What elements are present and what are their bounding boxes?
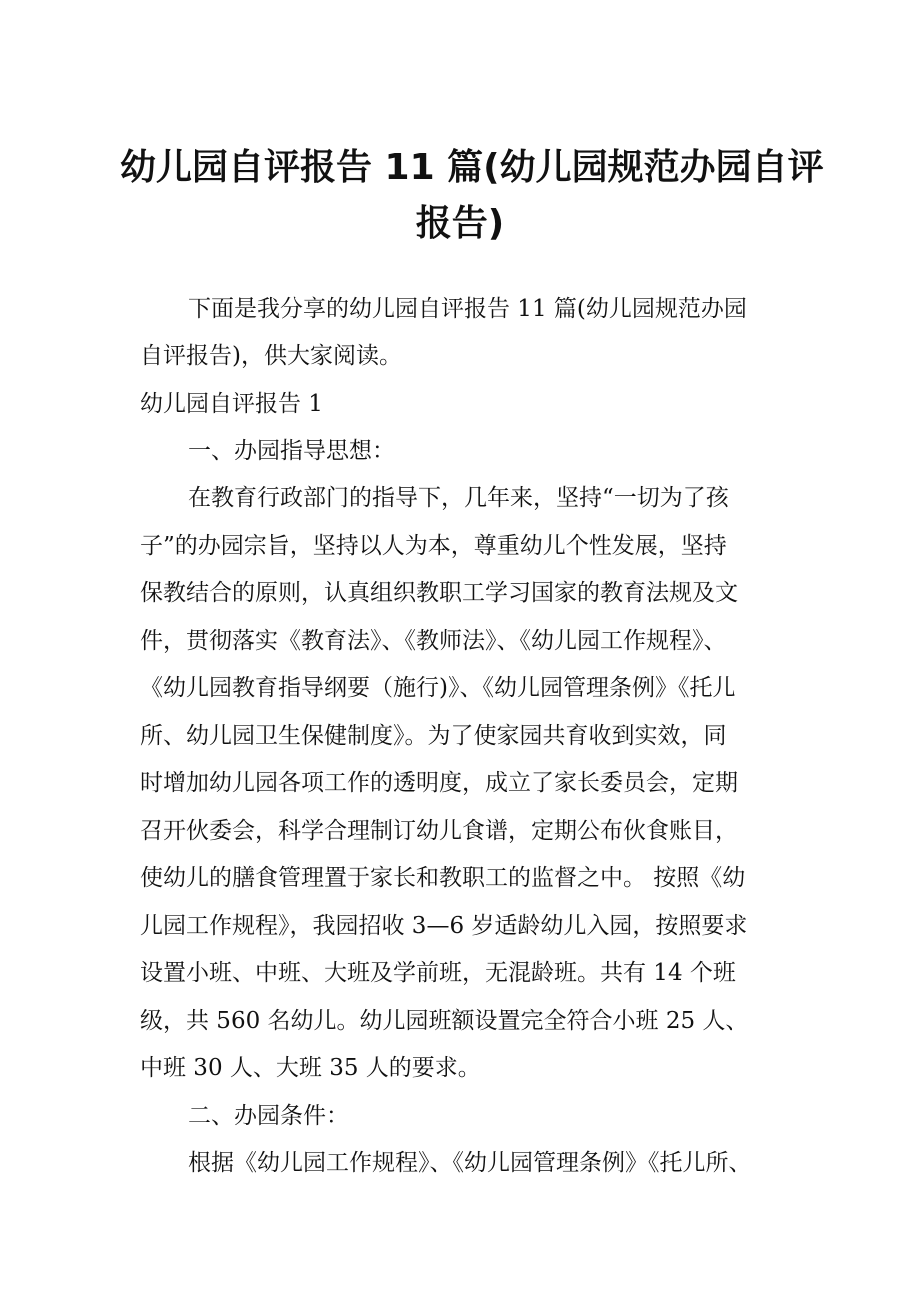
- subheading-conditions: 二、办园条件：: [188, 1103, 349, 1129]
- paragraph-line-7: 时增加幼儿园各项工作的透明度，成立了家长委员会，定期: [140, 770, 738, 796]
- section-heading-report-1: 幼儿园自评报告 1: [140, 391, 323, 417]
- paragraph-line-13: 中班 30 人、大班 35 人的要求。: [140, 1055, 481, 1081]
- paragraph-line-3: 保教结合的原则，认真组织教职工学习国家的教育法规及文: [140, 580, 738, 606]
- paragraph-line-12: 级，共 560 名幼儿。幼儿园班额设置完全符合小班 25 人、: [140, 1008, 749, 1034]
- intro-line-2: 自评报告)，供大家阅读。: [140, 343, 402, 369]
- intro-line-1: 下面是我分享的幼儿园自评报告 11 篇(幼儿园规范办园: [188, 296, 747, 322]
- paragraph-line-8: 召开伙委会，科学合理制订幼儿食谱，定期公布伙食账目，: [140, 818, 738, 844]
- paragraph-line-1: 在教育行政部门的指导下，几年来，坚持“一切为了孩: [188, 485, 729, 511]
- document-title-line-2: 报告): [415, 203, 505, 244]
- document-title-line-1: 幼儿园自评报告 11 篇(幼儿园规范办园自评: [120, 147, 824, 188]
- paragraph-line-6: 所、幼儿园卫生保健制度》。为了使家园共育收到实效，同: [140, 723, 727, 749]
- paragraph-line-4: 件，贯彻落实《教育法》、《教师法》、《幼儿园工作规程》、: [140, 628, 727, 654]
- paragraph-line-11: 设置小班、中班、大班及学前班，无混龄班。共有 14 个班: [140, 960, 736, 986]
- paragraph-line-10: 儿园工作规程》，我园招收 3—6 岁适龄幼儿入园，按照要求: [140, 913, 748, 939]
- paragraph-line-9: 使幼儿的膳食管理置于家长和教职工的监督之中。 按照《幼: [140, 865, 746, 891]
- paragraph-line-2: 子”的办园宗旨，坚持以人为本，尊重幼儿个性发展，坚持: [140, 533, 727, 559]
- subheading-guiding-ideology: 一、办园指导思想：: [188, 438, 395, 464]
- paragraph-2-line-1: 根据《幼儿园工作规程》、《幼儿园管理条例》《托儿所、: [188, 1150, 752, 1176]
- paragraph-line-5: 《幼儿园教育指导纲要（施行)》、《幼儿园管理条例》《托儿: [140, 675, 736, 701]
